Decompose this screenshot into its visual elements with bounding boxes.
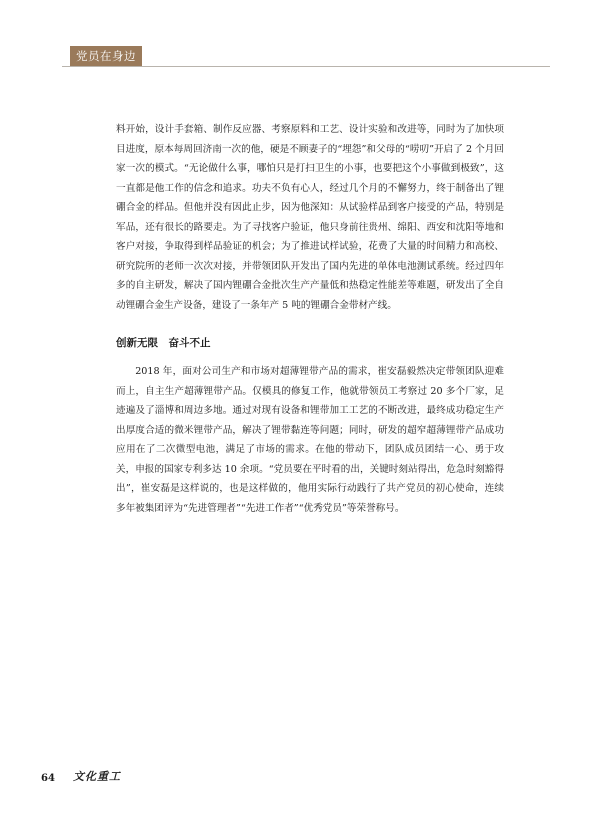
article-paragraph-2: 2018 年，面对公司生产和市场对超薄锂带产品的需求，崔安磊毅然决定带领团队迎难而上，自主生产超薄锂带产品。仅模具的修复工作，他就带领员工考察过 20 多个厂家，足迹遍及了淄博和周边多地。通过对现有设备和锂带加工工艺的不断改进，最终成功稳定生产出厚度合适的微米锂带产品，解决了锂带黏连等问题；同时，研发的超窄超薄锂带产品成功应用在了二次微型电池，满足了市场的需求。在他的带动下，团队成员团结一心、勇于攻关，申报的国家专利多达 10 余项。“党员要在平时看的出，关键时刻站得出，危急时刻豁得出”，崔安磊是这样说的，也是这样做的，他用实际行动践行了共产党员的初心使命，连续多年被集团评为“先进管理者”“先进工作者”“优秀党员”等荣誉称号。 [116, 366, 504, 514]
page-number: 64 [41, 773, 55, 784]
article-paragraph-1: 料开始，设计手套箱、制作反应器、考察原料和工艺、设计实验和改进等，同时为了加快项目进度，原本每周回济南一次的他，硬是不顾妻子的“埋怨”和父母的“唠叨”开启了 2 个月回家一次的模式。“无论做什么事，哪怕只是打扫卫生的小事，也要把这个小事做到极致”，这一直都是他工作的信念和追求。功夫不负有心人，经过几个月的不懈努力，终于制备出了锂硼合金的样品。但他并没有因此止步，因为他深知：从试验样品到客户接受的产品，特别是军品，还有很长的路要走。为了寻找客户验证，他只身前往贵州、绵阳、西安和沈阳等地和客户对接，争取得到样品验证的机会；为了推进试样试验，花费了大量的时间精力和高校、研究院所的老师一次次对接，并带领团队开发出了国内先进的单体电池测试系统。经过四年多的自主研发，解决了国内锂硼合金批次生产产量低和热稳定性能差等难题，研发出了全自动锂硼合金生产设备，建设了一条年产 5 吨的锂硼合金带材产线。 [116, 124, 504, 311]
header-divider [62, 66, 550, 67]
article-subheading: 创新无限 奋斗不止 [116, 337, 211, 349]
magazine-logo: 文化重工 [73, 770, 121, 783]
section-tag: 党员在身边 [70, 46, 142, 66]
